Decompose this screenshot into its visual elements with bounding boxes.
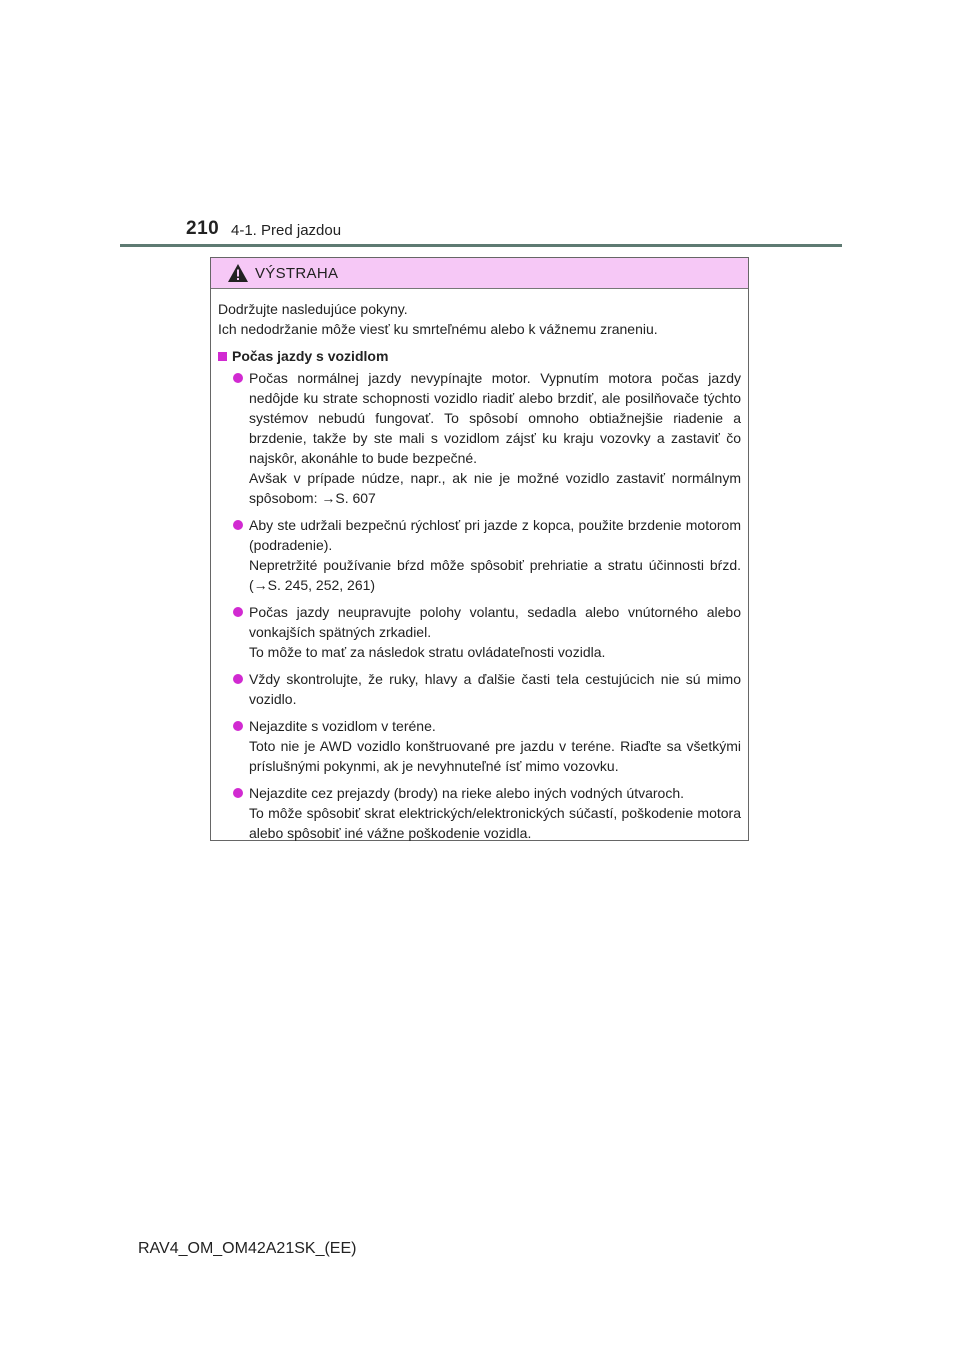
paragraph: Nejazdite cez prejazdy (brody) na rieke alebo iných vodných útvaroch. [249,785,685,801]
warning-title: VÝSTRAHA [255,264,339,282]
list-item [233,515,741,595]
paragraph: Nepretržité používanie bŕzd môže spôsobiť prehriatie a stratu účinnosti bŕzd. (→S. 245, 252, 261) [249,557,741,593]
list-item-text [249,669,741,709]
paragraph: Toto nie je AWD vozidlo konštruované pre jazdu v teréne. Riaďte sa všetkými príslušnými pokynmi, ak je nevyhnuteľné ísť mimo vozovku. [249,738,741,774]
dot-bullet-icon [233,721,243,731]
list-item-text [249,515,741,595]
dot-bullet-icon [233,520,243,530]
warning-box [210,257,749,841]
dot-bullet-icon [233,373,243,383]
paragraph: Počas jazdy neupravujte polohy volantu, sedadla alebo vnútorného alebo vonkajších spätných zrkadiel. [249,604,741,640]
intro-line: Dodržujte nasledujúce pokyny. [218,301,408,317]
header-divider [120,244,842,247]
section-heading-text: Počas jazdy s vozidlom [232,348,389,364]
section-title: 4-1. Pred jazdou [231,222,342,239]
list-item [233,783,741,843]
list-item [233,669,741,709]
list-item [233,716,741,776]
list-item-text [249,368,741,508]
paragraph: Počas normálnej jazdy nevypínajte motor. Vypnutím motora počas jazdy nedôjde ku strate schopnosti vozidlo riadiť alebo brzdiť, ale posilňovače týchto systémov nebudú fungovať. To spôsobí omnoho obtiažnejšie riadenie a brzdenie, takže by ste mali s vozidlom zájsť ku kraju vozovky a zastaviť čo najskôr, akonáhle to bude bezpečné. [249,370,741,466]
warning-header [211,258,748,289]
dot-bullet-icon [233,607,243,617]
list-item-text [249,783,741,843]
warning-body [211,289,748,843]
section-heading [218,346,741,366]
list-item [233,602,741,662]
intro-line: Ich nedodržanie môže viesť ku smrteľnému alebo k vážnemu zraneniu. [218,321,658,337]
warning-triangle-icon [227,263,249,283]
paragraph: To môže to mať za následok stratu ovládateľnosti vozidla. [249,644,606,660]
paragraph: Nejazdite s vozidlom v teréne. [249,718,436,734]
list-item [233,368,741,508]
square-bullet-icon [218,352,227,361]
dot-bullet-icon [233,674,243,684]
page-number: 210 [186,218,220,239]
paragraph: Vždy skontrolujte, že ruky, hlavy a ďalšie časti tela cestujúcich nie sú mimo vozidlo. [249,671,741,707]
list-item-text [249,716,741,776]
warning-intro [218,299,741,339]
document-code: RAV4_OM_OM42A21SK_(EE) [138,1240,357,1257]
paragraph: To môže spôsobiť skrat elektrických/elektronických súčastí, poškodenie motora alebo spôsobiť iné vážne poškodenie vozidla. [249,805,741,841]
list-item-text [249,602,741,662]
dot-bullet-icon [233,788,243,798]
paragraph: Aby ste udržali bezpečnú rýchlosť pri jazde z kopca, použite brzdenie motorom (podradenie). [249,517,741,553]
paragraph: Avšak v prípade núdze, napr., ak nie je možné vozidlo zastaviť normálnym spôsobom: →S. 607 [249,470,741,506]
